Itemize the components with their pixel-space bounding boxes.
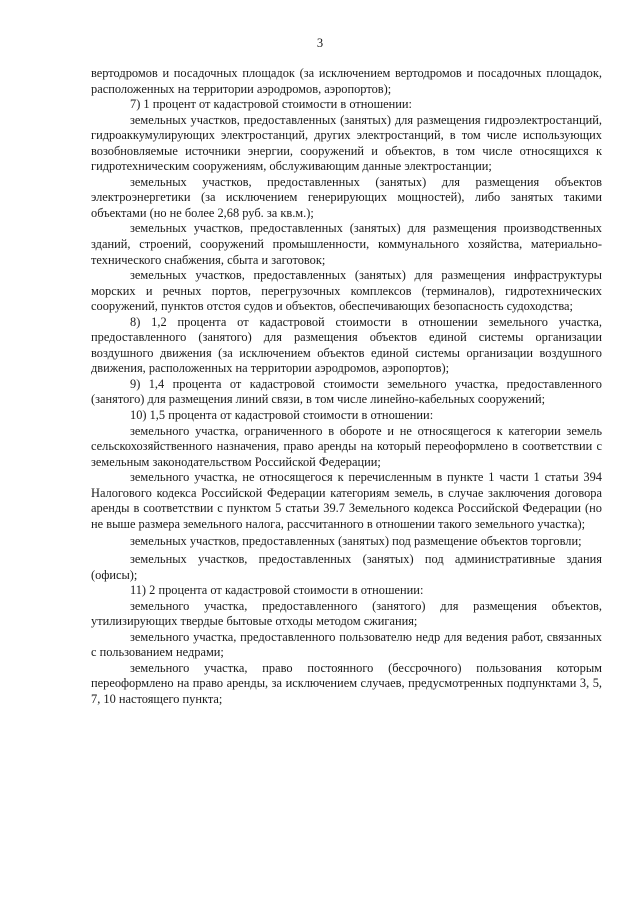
document-body <box>91 66 602 707</box>
clause-7-item-hydro: земельных участков, предоставленных (занятых) для размещения гидроэлектростанций, гидроаккумулирующих электростанций, других электростанций, в том числе использующих возобновляемые источники энергии, сооружений и объектов, в том числе относящихся к гидротехническим сооружениям, обслуживающим данные электростанции; <box>91 112 602 174</box>
paragraph-continuation: вертодромов и посадочных площадок (за исключением вертодромов и посадочных площадок, расположенных на территории аэродромов, аэропортов); <box>91 66 602 96</box>
clause-10-item-trade: земельных участков, предоставленных (занятых) под размещение объектов торговли; <box>130 534 582 549</box>
clause-11-item-subsoil: земельного участка, предоставленного пользователю недр для ведения работ, связанных с пользованием недрами; <box>91 629 602 660</box>
clause-11-item-waste: земельного участка, предоставленного (занятого) для размещения объектов, утилизирующих твердые бытовые отходы методом сжигания; <box>91 598 602 629</box>
page-number: 3 <box>316 36 324 50</box>
clause-10-item-offices: земельных участков, предоставленных (занятых) под административные здания (офисы); <box>91 551 602 582</box>
clause-10-item-lease: земельного участка, не относящегося к перечисленным в пункте 1 части 1 статьи 394 Налогового кодекса Российской Федерации категориям земель, в случае заключения договора аренды в соответствии с пунктом 5 статьи 39.7 Земельного кодекса Российской Федерации (но не выше размера земельного налога, рассчитанного в отношении такого земельного участка); <box>91 470 602 531</box>
clause-10-heading: 10) 1,5 процента от кадастровой стоимости в отношении: <box>130 408 434 423</box>
clause-11-item-permanent-use: земельного участка, право постоянного (бессрочного) пользования которым переоформлено на право аренды, за исключением случаев, предусмотренных подпунктами 3, 5, 7, 10 настоящего пункта; <box>91 660 602 706</box>
clause-7-item-ports: земельных участков, предоставленных (занятых) для размещения инфраструктуры морских и речных портов, перегрузочных комплексов (терминалов), гидротехнических сооружений, пунктов отстоя судов и объектов, обеспечивающих безопасность судоходства; <box>91 268 602 314</box>
clause-7-heading: 7) 1 процент от кадастровой стоимости в отношении: <box>130 97 412 112</box>
clause-8: 8) 1,2 процента от кадастровой стоимости в отношении земельного участка, предоставленного (занятого) для размещения объектов единой системы организации воздушного движения (за исключением объектов единой системы организации воздушного движения, расположенных на территории аэродромов, аэропортов); <box>91 314 602 376</box>
clause-7-item-industry: земельных участков, предоставленных (занятых) для размещения производственных зданий, строений, сооружений промышленности, коммунального хозяйства, материально-технического снабжения, сбыта и заготовок; <box>91 221 602 267</box>
clause-10-item-restricted: земельного участка, ограниченного в обороте и не относящегося к категории земель сельскохозяйственного назначения, право аренды на который переоформлено в соответствии с земельным законодательством Российской Федерации; <box>91 423 602 469</box>
clause-11-heading: 11) 2 процента от кадастровой стоимости в отношении: <box>130 583 424 598</box>
clause-7-item-energy: земельных участков, предоставленных (занятых) для размещения объектов электроэнергетики (за исключением генерирующих мощностей), либо занятых такими объектами (но не более 2,68 руб. за кв.м.); <box>91 174 602 220</box>
clause-9: 9) 1,4 процента от кадастровой стоимости земельного участка, предоставленного (занятого) для размещения линий связи, в том числе линейно-кабельных сооружений; <box>91 376 602 407</box>
